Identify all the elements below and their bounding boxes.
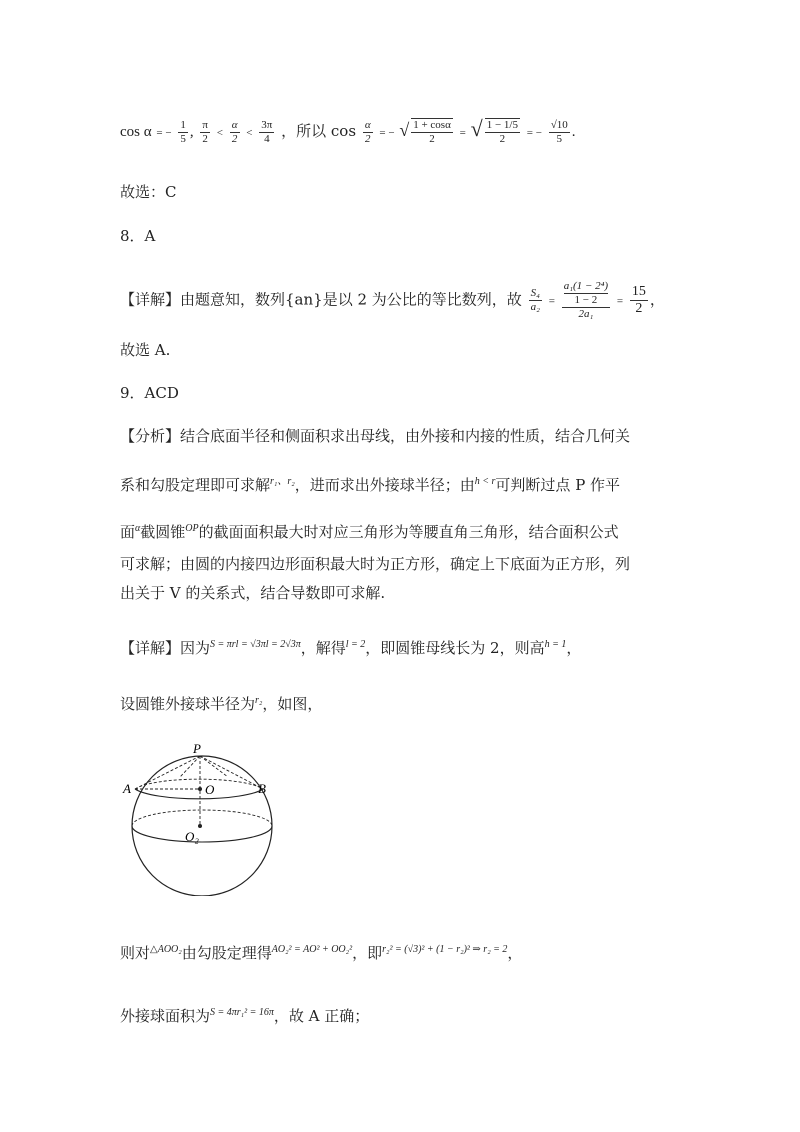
- math-text: cos α: [120, 124, 152, 140]
- question-9-heading: 9．ACD: [120, 384, 179, 402]
- fraction: $\frac{\alpha}{2}$: [231, 118, 238, 145]
- fraction: $\frac{3\pi}{4}$: [261, 118, 273, 145]
- body-text: ，: [649, 290, 665, 309]
- equator-front: [132, 826, 272, 842]
- detail-9-line: 【详解】因为$^{S = \pi rl = √3\pi l = 2√3\pi}$，解得$^{l = 2}$，即圆锥母线长为 2，则高$^{h = 1}$，: [120, 639, 582, 657]
- math-text: <: [246, 127, 253, 139]
- equator-back: [132, 810, 272, 826]
- point-o2: [198, 824, 202, 828]
- answer-7: 故选：C: [120, 183, 177, 201]
- math-text: = −: [379, 127, 395, 139]
- analysis-line-5: 出关于 V 的关系式，结合导数即可求解.: [120, 584, 386, 602]
- label-o: O: [205, 782, 215, 797]
- math-text: <: [216, 127, 223, 139]
- analysis-line-4: 可求解；由圆的内接四边形面积最大时为正方形，确定上下底面为正方形，列: [120, 555, 631, 573]
- fraction: $\frac{1 + \cos\alpha}{2}$: [413, 119, 451, 145]
- math-text: .: [571, 124, 576, 140]
- pythagorean-line: 则对$^{\triangle AOO_2}$由勾股定理得$^{AO_2^2 = AO^2 + OO_2^2}$，即$^{r_2^2 = (√3)^2 + (1 - r_2)^2 \Rightarrow r_2 = 2}$，: [120, 944, 523, 962]
- detail-label: 【详解】: [120, 290, 181, 309]
- cos-half-angle-line: cos α = − $\frac{1}{5}$ , $\frac{\pi}{2}$ < $\frac{\alpha}{2}$ < $\frac{3\pi}{4}$ ，所以 cos $\frac{\alpha}{2}$ = − √ $\frac{1 + \cos\alpha}{2}$ = √ $\frac{1 - 1/5}{2}$ = − $\frac{√10}{5}$ .: [120, 116, 576, 145]
- sphere-cone-figure: [120, 738, 280, 896]
- analysis-line-3: 面$^\alpha$截圆锥$^{OP}$的截面面积最大时对应三角形为等腰直角三角形，结合面积公式: [120, 523, 619, 541]
- label-o2: O₂: [185, 829, 199, 844]
- math-text: = −: [526, 127, 542, 139]
- fraction: $\frac{\pi}{2}$: [202, 118, 208, 145]
- radius-line: 设圆锥外接球半径为$^{r_2}$，如图，: [120, 695, 323, 713]
- math-text: =: [459, 127, 466, 139]
- fraction: $\frac{√10}{5}$: [550, 118, 568, 145]
- fraction: $\frac{\text{S₄}}{\text{a₂}}$: [530, 287, 540, 313]
- label-p: P: [193, 741, 201, 756]
- cone-line-pa: [135, 756, 200, 789]
- question-8-heading: 8．A: [120, 227, 156, 245]
- fraction: $\frac{\alpha}{2}$: [364, 118, 371, 145]
- fraction: $\frac{15}{2}$: [631, 284, 646, 316]
- point-o: [198, 787, 202, 791]
- math-text: ,: [189, 124, 194, 140]
- surface-area-line: 外接球面积为$^{S = 4\pi r_1^2 = 16\pi}$，故 A 正确；: [120, 1007, 370, 1025]
- detail-8-line: 【详解】由题意知，数列{an}是以 2 为公比的等比数列，故 $\frac{\text{S₄}}{\text{a₂}}$ = a₁(1 − 2⁴) 1 − 2 2a₁ = $\frac{15}{2}$ ，: [120, 280, 665, 320]
- nested-fraction: a₁(1 − 2⁴) 1 − 2 2a₁: [563, 280, 609, 320]
- fraction: $\frac{1}{5}$: [180, 118, 186, 145]
- math-text: = −: [156, 127, 172, 139]
- analysis-line-2: 系和勾股定理即可求解$^{r_1、r_2}$，进而求出外接球半径；由$^{h < r}$可判断过点 P 作平: [120, 476, 621, 494]
- body-text: ，所以 cos: [281, 122, 357, 140]
- label-a: A: [123, 781, 131, 796]
- answer-8: 故选 A.: [120, 341, 171, 359]
- fraction: $\frac{1 - 1/5}{2}$: [486, 119, 518, 145]
- body-text: 由题意知，数列{an}是以 2 为公比的等比数列，故: [180, 290, 522, 309]
- label-b: B: [258, 781, 266, 796]
- analysis-line-1: 【分析】结合底面半径和侧面积求出母线，由外接和内接的性质，结合几何关: [120, 427, 631, 445]
